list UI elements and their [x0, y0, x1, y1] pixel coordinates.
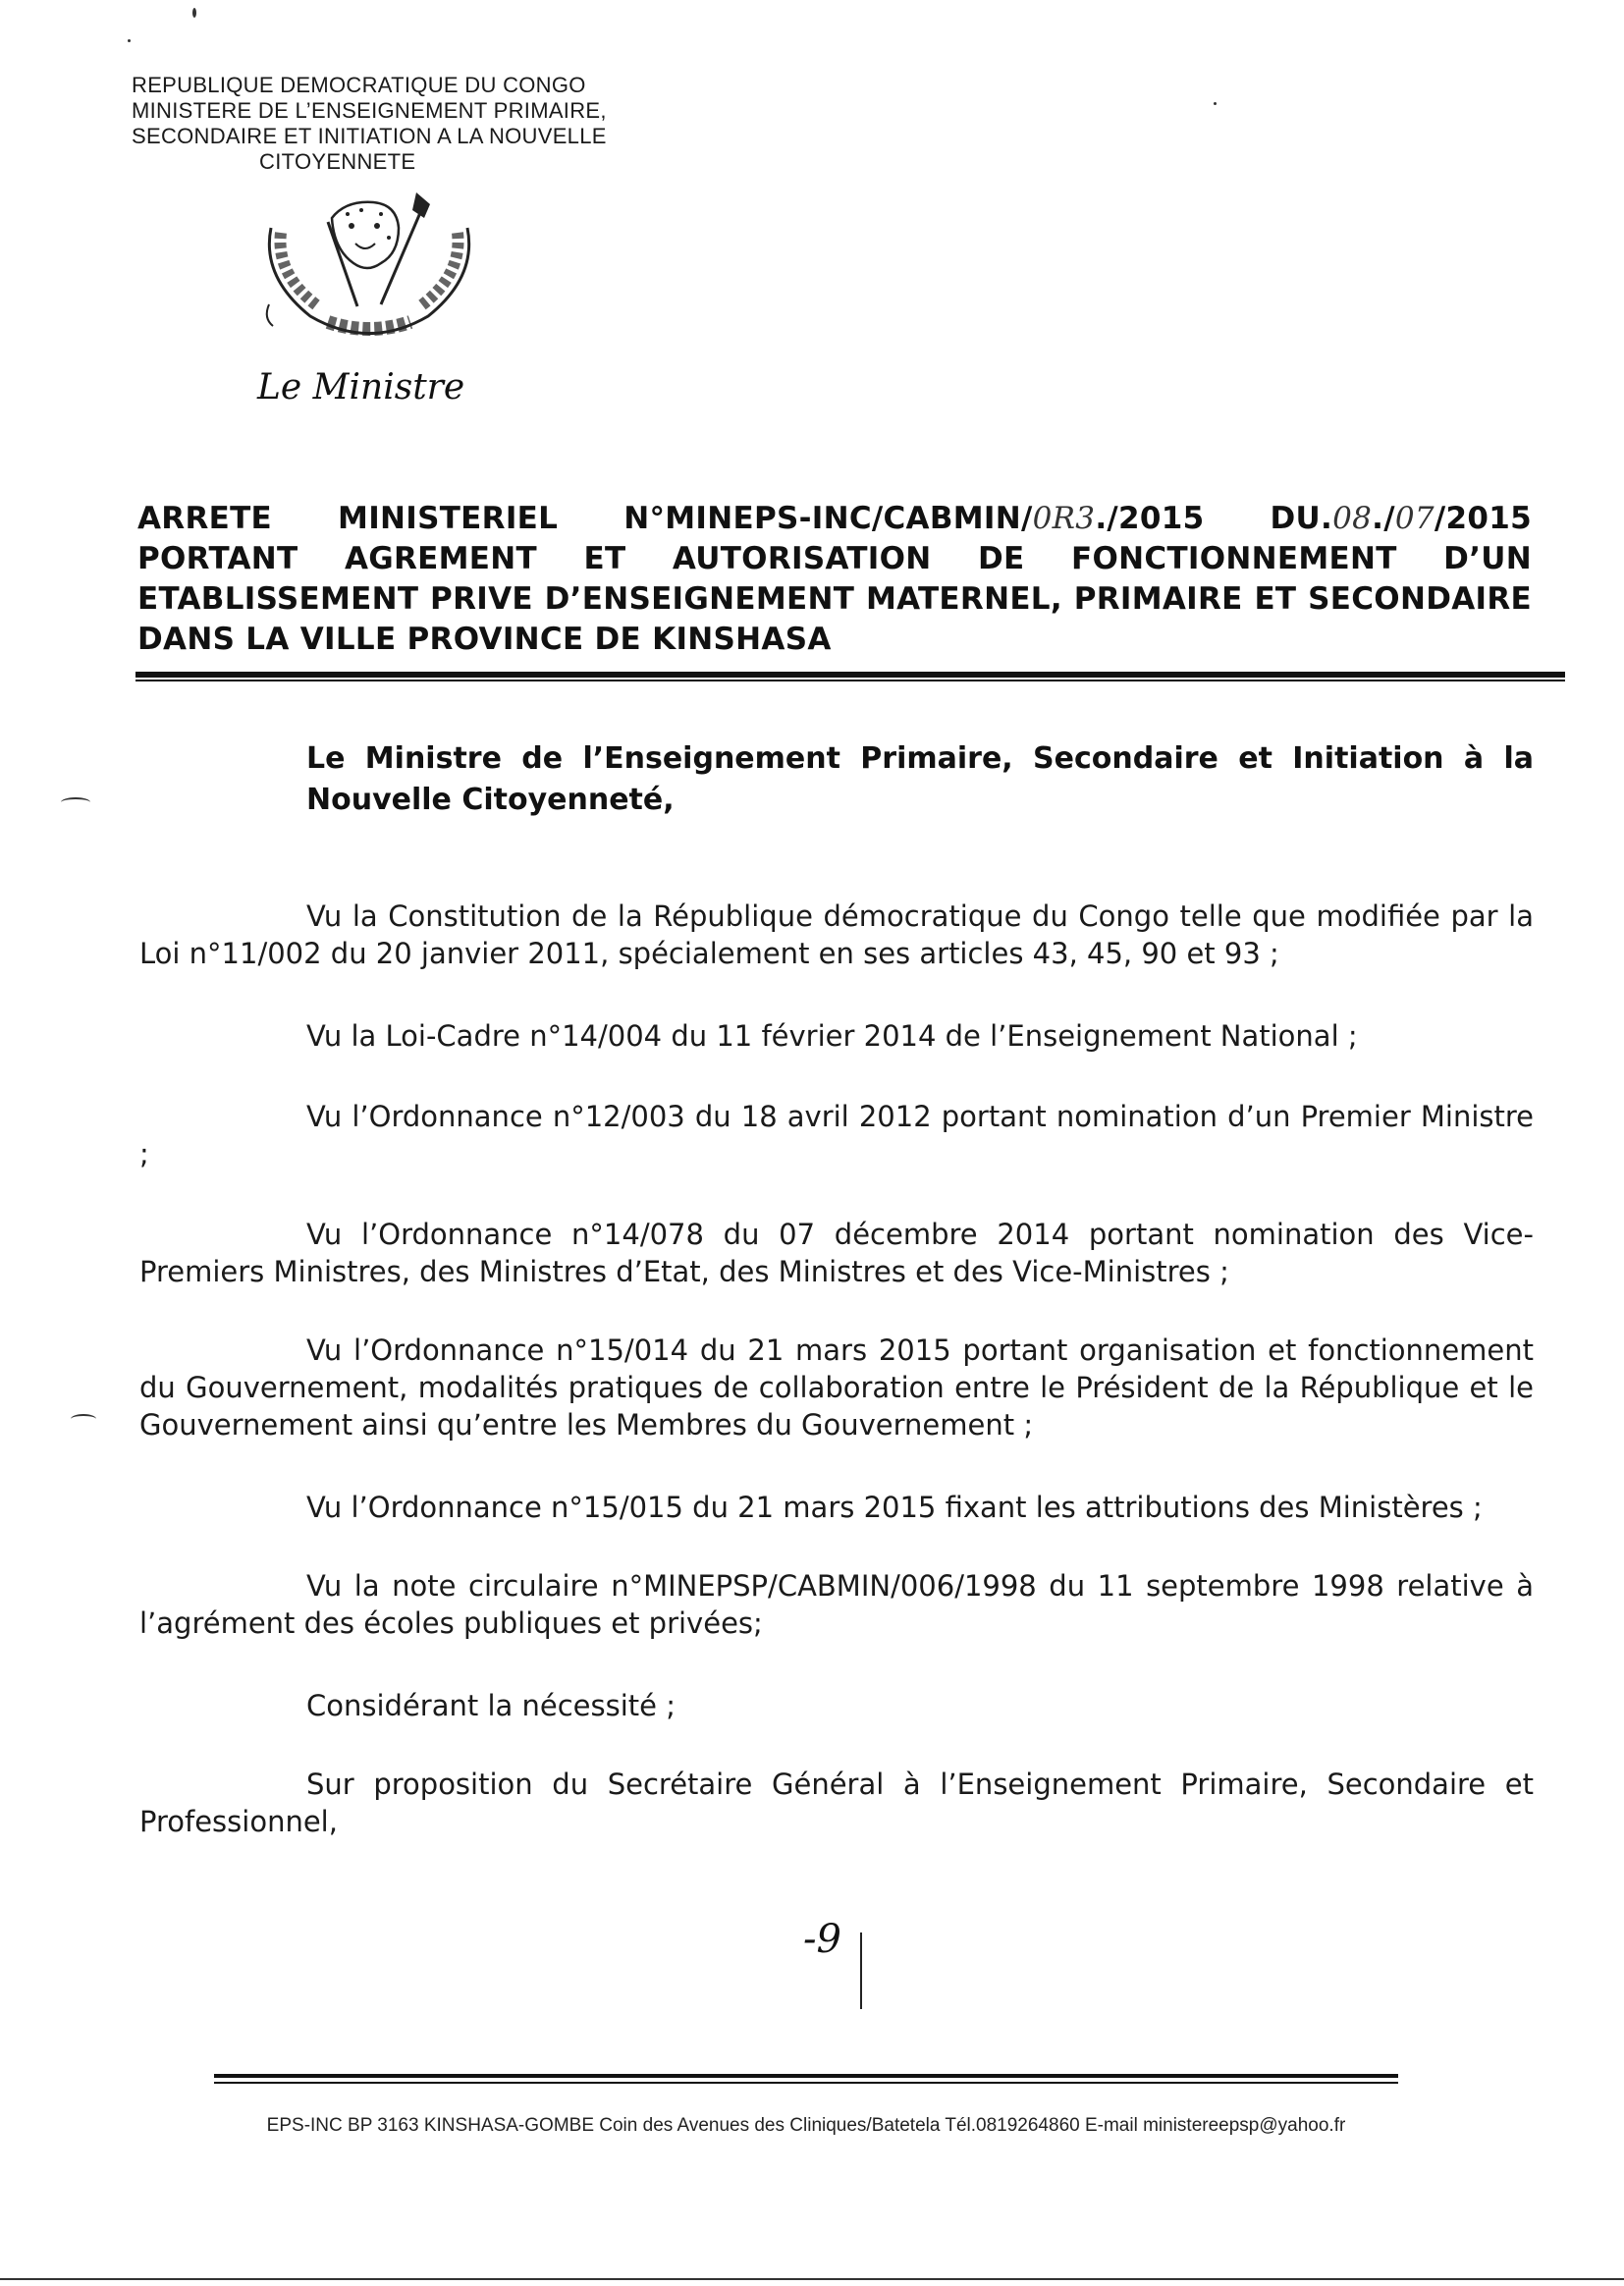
scan-speck — [1214, 102, 1217, 105]
letterhead-line-republic: REPUBLIQUE DEMOCRATIQUE DU CONGO — [132, 73, 586, 97]
recital-ordonnance-gouvernement: Vu l’Ordonnance n°15/014 du 21 mars 2015 portant organisation et fonctionnement du Gouvernement, modalités pratiques de collaboration entre le Président de la République et le Gouvernement ainsi qu’entre les Membres du Gouvernement ; — [139, 1334, 1534, 1442]
letterhead — [132, 73, 701, 175]
recital-ordonnance-vice-premiers: Vu l’Ordonnance n°14/078 du 07 décembre 2014 portant nomination des Vice-Premiers Ministres, des Ministres d’Etat, des Ministres et des Vice-Ministres ; — [139, 1218, 1534, 1288]
recital-note-circulaire: Vu la note circulaire n°MINEPSP/CABMIN/006/1998 du 11 septembre 1998 relative à l’agrément des écoles publiques et privées; — [139, 1569, 1534, 1640]
letterhead-line-ministry: MINISTERE DE L’ENSEIGNEMENT PRIMAIRE, — [132, 98, 607, 123]
recital-ordonnance-premier-ministre: Vu l’Ordonnance n°12/003 du 18 avril 2012 portant nomination d’un Premier Ministre ; — [139, 1100, 1534, 1170]
decree-year: /2015 — [1434, 501, 1533, 536]
decree-title — [137, 499, 1532, 660]
date-separator: ./ — [1372, 501, 1395, 536]
footer-rule-thin — [214, 2082, 1398, 2084]
recital-necessite: Considérant la nécessité ; — [306, 1689, 676, 1722]
minister-heading: Le Ministre de l’Enseignement Primaire, Secondaire et Initiation à la Nouvelle Citoyenneté, — [306, 741, 1534, 817]
handwritten-month: 07 — [1394, 501, 1435, 536]
page-initials-mark: -9 — [803, 1917, 841, 1962]
margin-mark — [61, 797, 90, 807]
scan-edge-line — [0, 2278, 1624, 2280]
handwritten-day: 08 — [1332, 501, 1373, 536]
minister-signature-label: Le Ministre — [257, 367, 465, 408]
decree-number-prefix: ARRETE MINISTERIEL N°MINEPS-INC/CABMIN/ — [137, 501, 1033, 536]
scan-speck — [128, 39, 131, 42]
recital-constitution: Vu la Constitution de la République démocratique du Congo telle que modifiée par la Loi n°11/002 du 20 janvier 2011, spécialement en ses articles 43, 45, 90 et 93 ; — [139, 899, 1534, 970]
letterhead-line-ministry-cont: SECONDAIRE ET INITIATION A LA NOUVELLE — [132, 124, 607, 148]
recital-proposition: Sur proposition du Secrétaire Général à l’Enseignement Primaire, Secondaire et Professionnel, — [139, 1768, 1534, 1838]
footer-rule — [214, 2074, 1398, 2078]
recital-loi-cadre: Vu la Loi-Cadre n°14/004 du 11 février 2014 de l’Enseignement National ; — [306, 1019, 1358, 1053]
coat-of-arms-icon — [251, 189, 487, 355]
handwritten-decree-number: 0R3 — [1032, 501, 1096, 536]
footer-address: EPS-INC BP 3163 KINSHASA-GOMBE Coin des Avenues des Cliniques/Batetela Tél.0819264860 E-mail ministereepsp@yahoo.fr — [266, 2115, 1346, 2136]
letterhead-line-citizenship: CITOYENNETE — [259, 149, 416, 174]
margin-mark — [71, 1414, 96, 1424]
decree-subject: PORTANT AGREMENT ET AUTORISATION DE FONCTIONNEMENT D’UN ETABLISSEMENT PRIVE D’ENSEIGNEMENT MATERNEL, PRIMAIRE ET SECONDAIRE DANS LA VILLE PROVINCE DE KINSHASA — [137, 541, 1532, 657]
page-initials-stroke — [860, 1932, 862, 2009]
title-rule-thin — [135, 680, 1565, 681]
scan-speck — [192, 8, 196, 18]
recital-ordonnance-attributions: Vu l’Ordonnance n°15/015 du 21 mars 2015 fixant les attributions des Ministères ; — [306, 1491, 1483, 1524]
title-rule — [135, 672, 1565, 678]
decree-year-segment: ./2015 DU. — [1095, 501, 1333, 536]
